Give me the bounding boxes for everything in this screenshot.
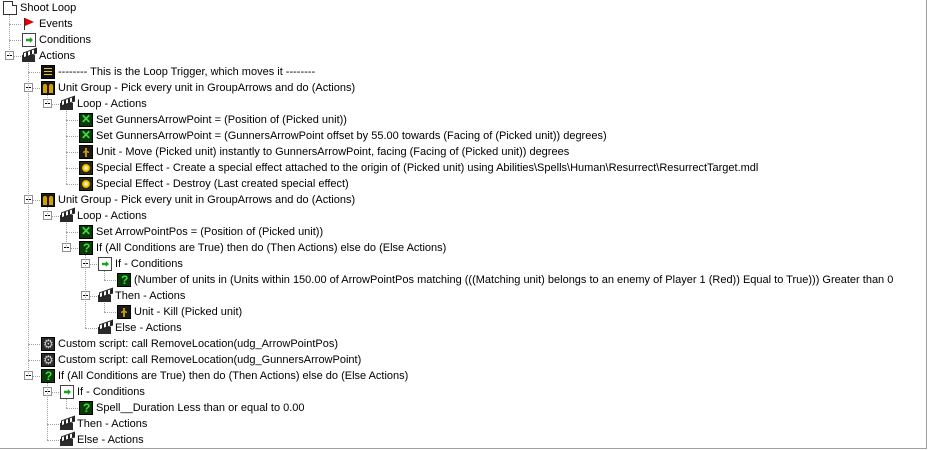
actions-clapper-icon	[22, 49, 36, 63]
tree-node[interactable]	[0, 256, 926, 272]
tree-node-label: Set GunnersArrowPoint = (GunnersArrowPoint offset by 55.00 towards (Facing of (Picked unit)) degrees)	[96, 130, 607, 142]
tree-connector-line	[85, 328, 97, 330]
tree-node-label: Actions	[39, 50, 76, 62]
tree-node-label: Special Effect - Destroy (Last created special effect)	[96, 178, 349, 190]
tree-node[interactable]	[0, 352, 926, 368]
special-effect-icon	[79, 161, 93, 175]
tree-node[interactable]	[0, 96, 926, 112]
tree-node[interactable]	[0, 112, 926, 128]
conditions-icon	[22, 33, 36, 47]
if-condition-icon	[41, 369, 55, 383]
tree-node[interactable]	[0, 272, 926, 288]
tree-node[interactable]	[0, 192, 926, 208]
tree-node[interactable]	[0, 304, 926, 320]
set-variable-icon	[79, 129, 93, 143]
tree-node-label: If - Conditions	[115, 258, 183, 270]
conditions-icon	[60, 385, 74, 399]
tree-node[interactable]	[0, 160, 926, 176]
tree-guide-line	[9, 15, 11, 56]
tree-node[interactable]	[0, 288, 926, 304]
tree-node-label: Set ArrowPointPos = (Position of (Picked unit))	[96, 226, 324, 238]
actions-clapper-icon	[60, 433, 74, 447]
tree-node-label: Spell__Duration Less than or equal to 0.00	[96, 402, 305, 414]
tree-node[interactable]	[0, 432, 926, 448]
tree-node-label: Else - Actions	[77, 434, 144, 446]
tree-node[interactable]	[0, 384, 926, 400]
tree-node[interactable]	[0, 336, 926, 352]
actions-clapper-icon	[98, 289, 112, 303]
tree-node-label: Shoot Loop	[20, 2, 77, 14]
tree-node[interactable]	[0, 400, 926, 416]
tree-guide-line	[104, 303, 106, 312]
tree-guide-line	[104, 271, 106, 280]
tree-node-label: Custom script: call RemoveLocation(udg_GunnersArrowPoint)	[58, 354, 362, 366]
unit-icon	[79, 145, 93, 159]
tree-node[interactable]	[0, 144, 926, 160]
tree-node[interactable]	[0, 32, 926, 48]
actions-clapper-icon	[98, 321, 112, 335]
tree-node-label: Then - Actions	[115, 290, 186, 302]
tree-node[interactable]	[0, 368, 926, 384]
tree-node-label: Then - Actions	[77, 418, 148, 430]
tree-guide-line	[66, 223, 68, 248]
unit-group-icon	[41, 193, 55, 207]
tree-node-label: If - Conditions	[77, 386, 145, 398]
if-condition-icon	[79, 241, 93, 255]
if-condition-icon	[117, 273, 131, 287]
custom-script-gear-icon	[41, 353, 55, 367]
tree-node[interactable]	[0, 128, 926, 144]
actions-clapper-icon	[60, 97, 74, 111]
tree-node-label: (Number of units in (Units within 150.00 of ArrowPointPos matching (((Matching unit) belongs to an enemy of Player 1 (Red)) Equal to True))) Greater than 0	[134, 274, 894, 286]
tree-node[interactable]	[0, 176, 926, 192]
tree-guide-line	[66, 399, 68, 408]
tree-node[interactable]	[0, 0, 926, 16]
tree-node-label: Else - Actions	[115, 322, 182, 334]
tree-node-label: If (All Conditions are True) then do (Then Actions) else do (Else Actions)	[58, 370, 409, 382]
tree-guide-line	[85, 255, 87, 328]
tree-node[interactable]	[0, 240, 926, 256]
tree-node[interactable]	[0, 224, 926, 240]
tree-connector-line	[104, 280, 116, 282]
tree-guide-line	[47, 207, 49, 216]
tree-node-label: If (All Conditions are True) then do (Then Actions) else do (Else Actions)	[96, 242, 447, 254]
custom-script-gear-icon	[41, 337, 55, 351]
tree-connector-line	[104, 312, 116, 314]
tree-node-label: Conditions	[39, 34, 91, 46]
tree-node-label: Unit - Move (Picked unit) instantly to GunnersArrowPoint, facing (Facing of (Picked unit)) degrees	[96, 146, 570, 158]
unit-group-icon	[41, 81, 55, 95]
tree-node-label: Unit - Kill (Picked unit)	[134, 306, 243, 318]
tree-node-label: Set GunnersArrowPoint = (Position of (Picked unit))	[96, 114, 347, 126]
tree-connector-line	[66, 408, 78, 410]
tree-node-label: Loop - Actions	[77, 210, 147, 222]
tree-guide-line	[47, 383, 49, 440]
tree-guide-line	[28, 63, 30, 376]
trigger-document-icon	[3, 1, 17, 15]
tree-node-label: Custom script: call RemoveLocation(udg_ArrowPointPos)	[58, 338, 339, 350]
tree-node-label: Loop - Actions	[77, 98, 147, 110]
tree-node[interactable]	[0, 208, 926, 224]
events-flag-icon	[22, 17, 36, 31]
tree-node[interactable]	[0, 16, 926, 32]
tree-node-label: Special Effect - Create a special effect attached to the origin of (Picked unit) using Abilities\Spells\Human\Resurrect\ResurrectTarget.mdl	[96, 162, 759, 174]
tree-connector-line	[47, 440, 59, 442]
set-variable-icon	[79, 113, 93, 127]
tree-node-label: Unit Group - Pick every unit in GroupArrows and do (Actions)	[58, 82, 356, 94]
set-variable-icon	[79, 225, 93, 239]
tree-node[interactable]	[0, 320, 926, 336]
actions-clapper-icon	[60, 417, 74, 431]
if-condition-icon	[79, 401, 93, 415]
tree-node-label: Events	[39, 18, 73, 30]
tree-node-label: Unit Group - Pick every unit in GroupArrows and do (Actions)	[58, 194, 356, 206]
tree-guide-line	[47, 95, 49, 104]
tree-connector-line	[66, 184, 78, 186]
actions-clapper-icon	[60, 209, 74, 223]
tree-node[interactable]	[0, 48, 926, 64]
special-effect-icon	[79, 177, 93, 191]
tree-node[interactable]	[0, 80, 926, 96]
tree-guide-line	[66, 111, 68, 184]
conditions-icon	[98, 257, 112, 271]
unit-icon	[117, 305, 131, 319]
tree-node-label: -------- This is the Loop Trigger, which moves it --------	[58, 66, 316, 78]
tree-node[interactable]	[0, 64, 926, 80]
tree-node[interactable]	[0, 416, 926, 432]
comment-icon	[41, 65, 55, 79]
